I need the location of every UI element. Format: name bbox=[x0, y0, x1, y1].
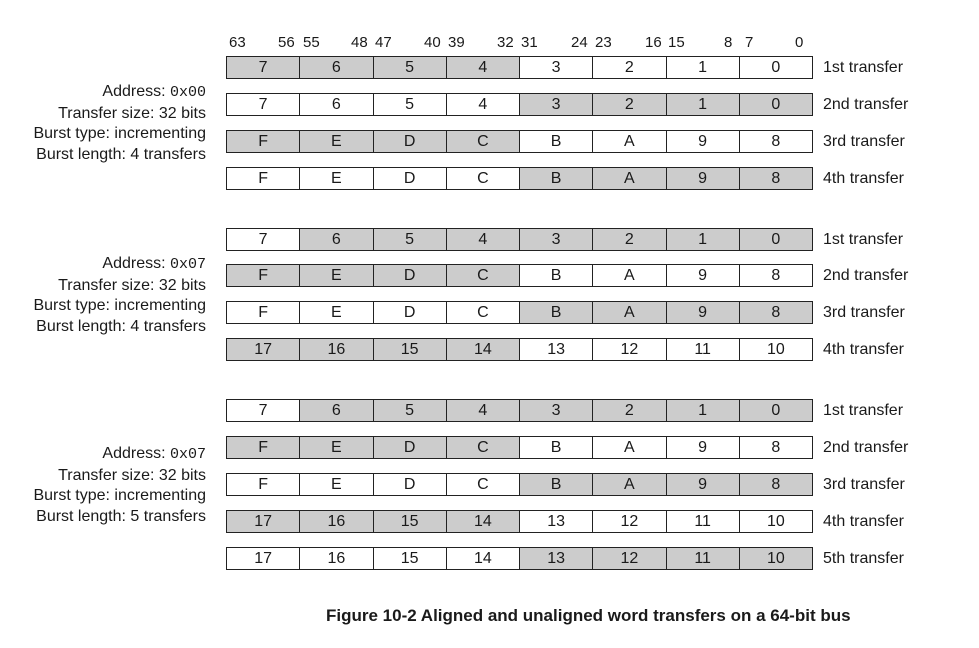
byte-cell: 9 bbox=[666, 302, 739, 323]
byte-cell: E bbox=[299, 302, 372, 323]
bit-label: 48 bbox=[351, 34, 368, 51]
transfer-row bbox=[226, 510, 813, 533]
byte-cell: 8 bbox=[739, 168, 812, 189]
byte-cell: E bbox=[299, 474, 372, 495]
byte-cell: C bbox=[446, 265, 519, 286]
byte-cell: 6 bbox=[299, 94, 372, 115]
group-description bbox=[33, 82, 206, 165]
byte-cell: 9 bbox=[666, 265, 739, 286]
byte-cell: 3 bbox=[519, 94, 592, 115]
burst-length: Burst length: 4 transfers bbox=[36, 317, 206, 335]
byte-cell: A bbox=[592, 168, 665, 189]
burst-type: Burst type: incrementing bbox=[33, 297, 206, 314]
byte-cell: E bbox=[299, 168, 372, 189]
byte-cell: F bbox=[227, 437, 299, 458]
byte-cell: C bbox=[446, 437, 519, 458]
byte-cell: B bbox=[519, 168, 592, 189]
byte-cell: D bbox=[373, 131, 446, 152]
bit-label: 55 bbox=[303, 34, 320, 51]
byte-cell: 5 bbox=[373, 57, 446, 78]
address-line: Address: 0x07 bbox=[102, 255, 206, 273]
byte-cell: 3 bbox=[519, 400, 592, 421]
transfer-row bbox=[226, 264, 813, 287]
burst-type: Burst type: incrementing bbox=[33, 125, 206, 142]
transfer-label: 5th transfer bbox=[823, 550, 904, 567]
transfer-row bbox=[226, 399, 813, 422]
figure-caption: Figure 10-2 Aligned and unaligned word transfers on a 64-bit bus bbox=[326, 606, 851, 625]
transfer-size: Transfer size: 32 bits bbox=[58, 276, 206, 294]
byte-cell: 4 bbox=[446, 94, 519, 115]
byte-cell: 5 bbox=[373, 400, 446, 421]
byte-cell: 12 bbox=[592, 339, 665, 360]
byte-cell: E bbox=[299, 265, 372, 286]
byte-cell: 3 bbox=[519, 229, 592, 250]
byte-cell: 17 bbox=[227, 511, 299, 532]
bit-label: 7 bbox=[745, 34, 754, 51]
byte-cell: 1 bbox=[666, 229, 739, 250]
byte-cell: 5 bbox=[373, 94, 446, 115]
bit-label: 40 bbox=[424, 34, 441, 51]
byte-cell: 16 bbox=[299, 548, 372, 569]
transfer-row bbox=[226, 93, 813, 116]
byte-cell: 12 bbox=[592, 511, 665, 532]
byte-cell: 9 bbox=[666, 131, 739, 152]
byte-cell: 4 bbox=[446, 57, 519, 78]
transfer-row bbox=[226, 436, 813, 459]
byte-cell: 13 bbox=[519, 548, 592, 569]
bit-label: 31 bbox=[521, 34, 538, 51]
transfer-label: 2nd transfer bbox=[823, 96, 909, 113]
byte-cell: 6 bbox=[299, 229, 372, 250]
byte-cell: 0 bbox=[739, 57, 812, 78]
byte-cell: 15 bbox=[373, 548, 446, 569]
transfer-row bbox=[226, 228, 813, 251]
transfer-size: Transfer size: 32 bits bbox=[58, 466, 206, 484]
transfer-row bbox=[226, 167, 813, 190]
transfer-label: 4th transfer bbox=[823, 341, 904, 358]
transfer-label: 1st transfer bbox=[823, 59, 904, 76]
byte-cell: 7 bbox=[258, 401, 268, 419]
byte-cell: 11 bbox=[666, 339, 739, 360]
byte-cell: 1 bbox=[666, 57, 739, 78]
byte-cell: F bbox=[258, 169, 269, 187]
byte-cell: A bbox=[592, 437, 665, 458]
byte-cell: 6 bbox=[299, 400, 372, 421]
transfer-label: 1st transfer bbox=[823, 231, 904, 248]
transfer-label: 3rd transfer bbox=[823, 476, 905, 493]
bit-label: 15 bbox=[668, 34, 685, 51]
byte-cell: 17 bbox=[227, 339, 299, 360]
byte-cell: 0 bbox=[739, 229, 812, 250]
byte-cell: 16 bbox=[299, 511, 372, 532]
transfer-label: 3rd transfer bbox=[823, 304, 905, 321]
address-value: 0x07 bbox=[169, 446, 206, 463]
byte-cell: 7 bbox=[258, 95, 268, 113]
byte-cell: C bbox=[446, 474, 519, 495]
address-line: Address: 0x07 bbox=[102, 445, 206, 463]
byte-cell: 15 bbox=[373, 339, 446, 360]
byte-cell: A bbox=[592, 131, 665, 152]
transfer-row bbox=[226, 547, 813, 570]
byte-cell: C bbox=[446, 302, 519, 323]
byte-cell: 7 bbox=[258, 230, 268, 248]
bit-label: 32 bbox=[497, 34, 514, 51]
byte-cell: 14 bbox=[446, 511, 519, 532]
byte-cell: 2 bbox=[592, 94, 665, 115]
byte-cell: D bbox=[373, 168, 446, 189]
transfer-row bbox=[226, 301, 813, 324]
byte-cell: 15 bbox=[373, 511, 446, 532]
byte-cell: D bbox=[373, 302, 446, 323]
byte-cell: C bbox=[446, 168, 519, 189]
byte-cell: F bbox=[227, 265, 299, 286]
byte-cell: E bbox=[299, 437, 372, 458]
byte-cell: 9 bbox=[666, 474, 739, 495]
byte-cell: 10 bbox=[739, 511, 812, 532]
byte-cell: B bbox=[519, 474, 592, 495]
transfer-label: 1st transfer bbox=[823, 402, 904, 419]
byte-cell: 8 bbox=[739, 265, 812, 286]
group-description bbox=[33, 444, 206, 527]
byte-cell: F bbox=[258, 475, 269, 493]
byte-cell: 2 bbox=[592, 400, 665, 421]
byte-cell: 1 bbox=[666, 400, 739, 421]
bit-label: 8 bbox=[724, 34, 733, 51]
byte-cell: 4 bbox=[446, 229, 519, 250]
byte-cell: 14 bbox=[446, 548, 519, 569]
bit-label: 0 bbox=[795, 34, 804, 51]
transfer-row bbox=[226, 473, 813, 496]
bit-label: 23 bbox=[595, 34, 612, 51]
transfer-row bbox=[226, 338, 813, 361]
byte-cell: 10 bbox=[739, 339, 812, 360]
transfer-label: 2nd transfer bbox=[823, 439, 909, 456]
transfer-label: 4th transfer bbox=[823, 170, 904, 187]
byte-cell: 8 bbox=[739, 437, 812, 458]
byte-cell: A bbox=[592, 474, 665, 495]
byte-cell: D bbox=[373, 474, 446, 495]
byte-cell: F bbox=[258, 303, 269, 321]
byte-cell: 10 bbox=[739, 548, 812, 569]
group-description bbox=[33, 254, 206, 337]
transfer-row bbox=[226, 56, 813, 79]
bit-label: 16 bbox=[645, 34, 662, 51]
byte-cell: B bbox=[519, 131, 592, 152]
byte-cell: 9 bbox=[666, 168, 739, 189]
byte-cell: 12 bbox=[592, 548, 665, 569]
bit-label: 63 bbox=[229, 34, 246, 51]
byte-cell: C bbox=[446, 131, 519, 152]
byte-cell: 17 bbox=[254, 549, 273, 567]
byte-cell: 13 bbox=[519, 339, 592, 360]
byte-cell: 0 bbox=[739, 400, 812, 421]
byte-cell: E bbox=[299, 131, 372, 152]
byte-cell: F bbox=[227, 131, 299, 152]
address-line: Address: 0x00 bbox=[102, 83, 206, 101]
bit-label: 47 bbox=[375, 34, 392, 51]
burst-length: Burst length: 4 transfers bbox=[36, 145, 206, 163]
byte-cell: 2 bbox=[592, 57, 665, 78]
transfer-label: 4th transfer bbox=[823, 513, 904, 530]
byte-cell: 8 bbox=[739, 474, 812, 495]
byte-cell: D bbox=[373, 265, 446, 286]
byte-cell: 6 bbox=[299, 57, 372, 78]
byte-cell: 4 bbox=[446, 400, 519, 421]
bit-position-labels bbox=[0, 34, 979, 54]
burst-length: Burst length: 5 transfers bbox=[36, 507, 206, 525]
bit-label: 39 bbox=[448, 34, 465, 51]
transfer-size: Transfer size: 32 bits bbox=[58, 104, 206, 122]
byte-cell: 9 bbox=[666, 437, 739, 458]
transfer-row bbox=[226, 130, 813, 153]
byte-cell: 0 bbox=[739, 94, 812, 115]
address-value: 0x07 bbox=[169, 256, 206, 273]
byte-cell: B bbox=[519, 437, 592, 458]
bit-label: 56 bbox=[278, 34, 295, 51]
byte-cell: 7 bbox=[227, 57, 299, 78]
byte-cell: 16 bbox=[299, 339, 372, 360]
transfer-label: 2nd transfer bbox=[823, 267, 909, 284]
byte-cell: 8 bbox=[739, 302, 812, 323]
bit-label: 24 bbox=[571, 34, 588, 51]
byte-cell: B bbox=[519, 265, 592, 286]
byte-cell: 14 bbox=[446, 339, 519, 360]
byte-cell: 8 bbox=[739, 131, 812, 152]
transfer-label: 3rd transfer bbox=[823, 133, 905, 150]
byte-cell: D bbox=[373, 437, 446, 458]
burst-type: Burst type: incrementing bbox=[33, 487, 206, 504]
byte-cell: A bbox=[592, 265, 665, 286]
byte-cell: 3 bbox=[519, 57, 592, 78]
byte-cell: 11 bbox=[666, 548, 739, 569]
byte-cell: 2 bbox=[592, 229, 665, 250]
byte-cell: B bbox=[519, 302, 592, 323]
address-value: 0x00 bbox=[169, 84, 206, 101]
byte-cell: 11 bbox=[666, 511, 739, 532]
byte-cell: A bbox=[592, 302, 665, 323]
byte-cell: 13 bbox=[519, 511, 592, 532]
byte-cell: 1 bbox=[666, 94, 739, 115]
byte-cell: 5 bbox=[373, 229, 446, 250]
